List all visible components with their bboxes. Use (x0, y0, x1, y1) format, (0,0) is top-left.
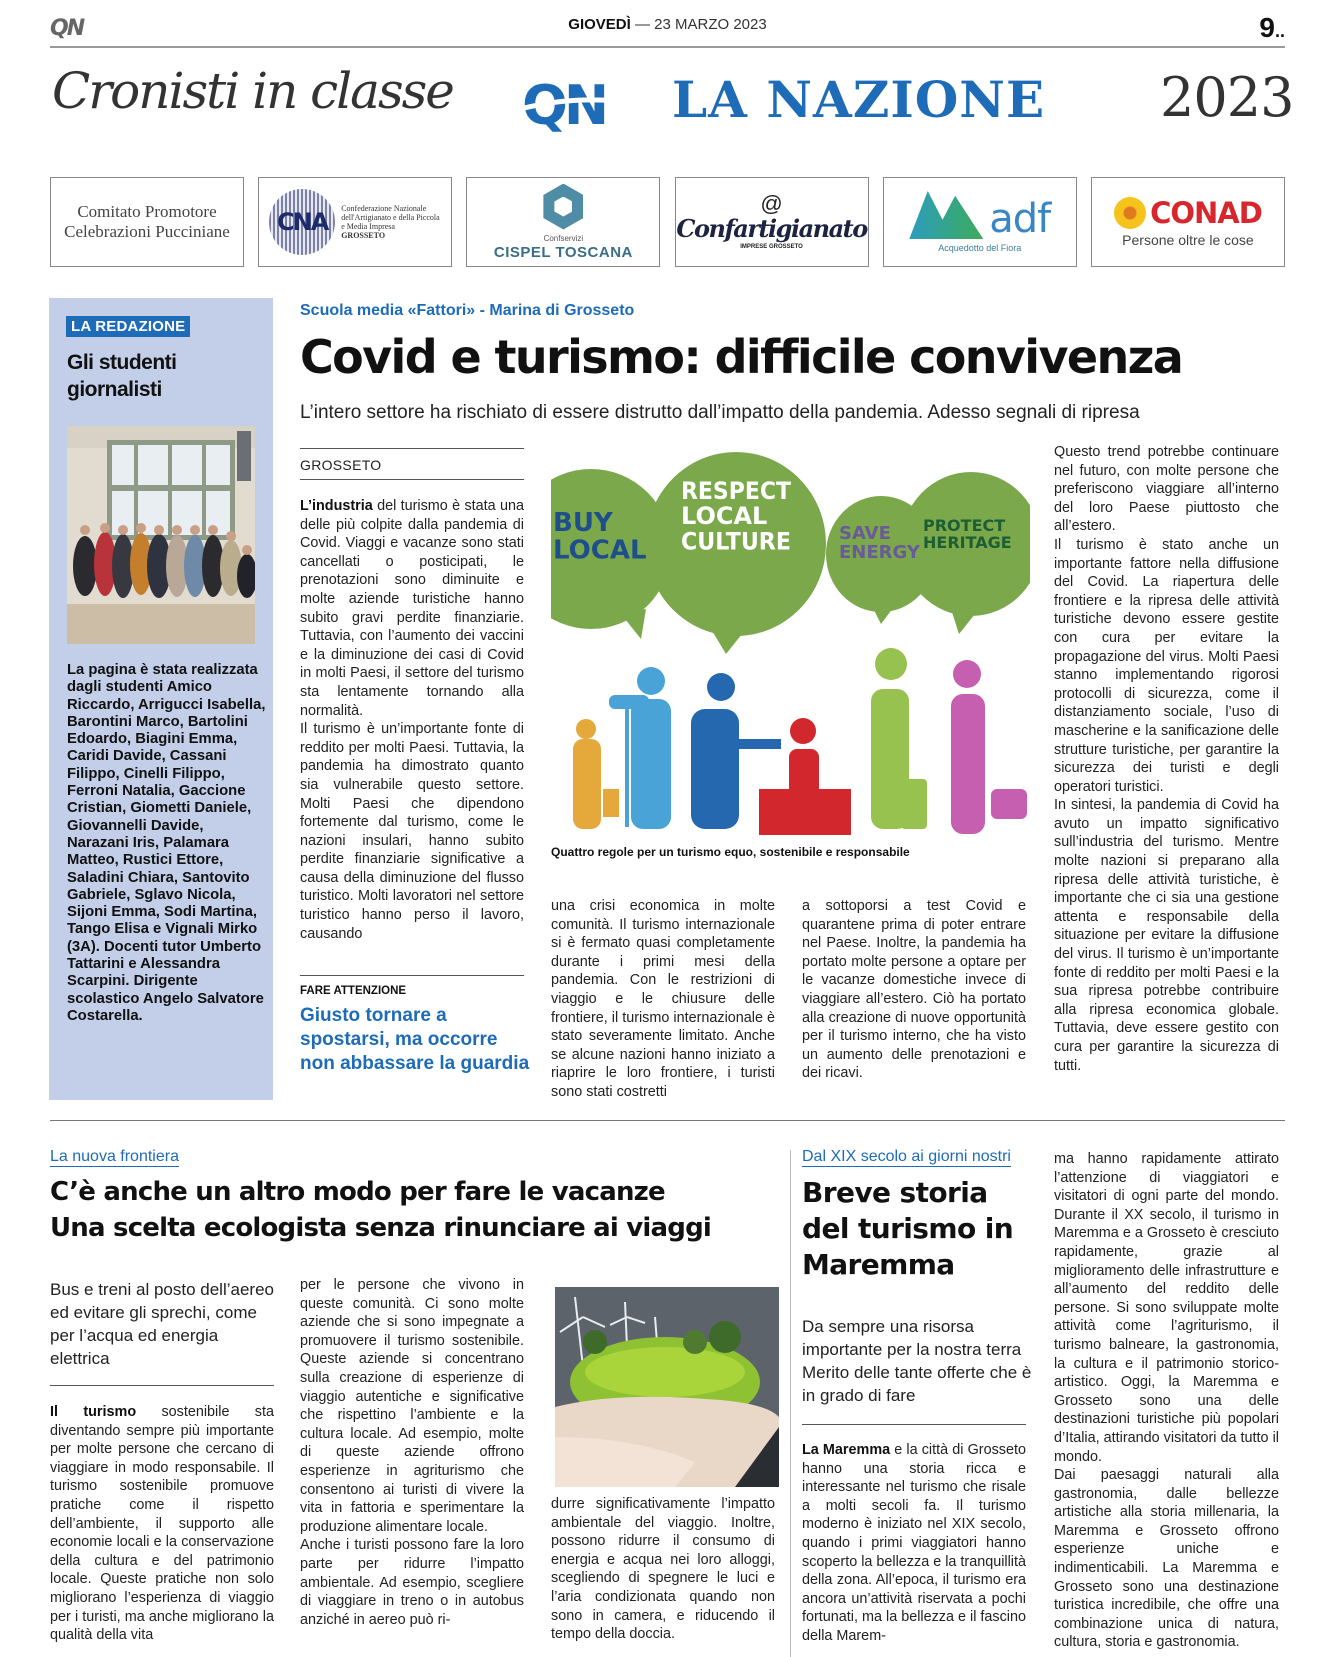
column-text: del turismo è stata una delle più colpite dalla pandemia di Covid. Viaggi e vacanze sono stati cancellati o posticipati, le prenotazioni sono diminuite e molte aziende turistiche hanno subito gravi perdite finanziarie. Tuttavia, con l’aumento dei vaccini e la diminuzione dei casi di Covid in molti Paesi, il settore del turismo sta lentamente tornando alla normalità. Il turismo è un’importante fonte di reddito per molti Paesi. Tuttavia, la pandemia ha dimostrato quanto sia vulnerabile questo settore. Molti Paesi che dipendono fortemente dal turismo, come le nazioni insulari, hanno subito perdite finanziarie significative a causa della diminuzione del flusso turistico. Molti lavoratori nel settore turistico hanno perso il lavoro, causando (300, 498, 524, 942)
section-title: Cronisti in classe (52, 62, 453, 120)
sponsor-confartigianato (675, 177, 869, 267)
photo-green-earth-in-hand (555, 1287, 779, 1487)
lead-bold: L’industria (300, 498, 373, 514)
article-column: durre significativamente l’impatto ambientale del viaggio. Inoltre, possono ridurre il consumo di energia e acqua nei loro alloggi, scegliendo di spegnere le luci e l’aria condizionata quando non sono in camera, e riducendo il tempo della doccia. (551, 1496, 775, 1643)
bubble-text: BUY LOCAL (553, 508, 647, 566)
section-divider (50, 1120, 1285, 1121)
article-column: per le persone che vivono in queste comunità. Ci sono molte aziende che si sono impegnate a promuovere il turismo sostenibile. Queste aziende si concentrano sulla creazione di esperienze di viaggio autentiche e significative che rispettino l’ambiente e la cultura locale. Ad esempio, molte di queste aziende offrono esperienze in agriturismo che consentono ai turisti di vivere la vita in fattoria e sperimentare la produzione alimentare locale. Anche i turisti possono fare la loro parte per ridurre l’impatto ambientale. Ad esempio, scegliere di viaggiare in treno o in autobus anziché in aereo può ri- (300, 1277, 524, 1628)
sponsor-adf (883, 177, 1077, 267)
article-column: Questo trend potrebbe continuare nel futuro, con molte persone che preferiscono viaggiare all’interno del loro Paese piuttosto che all’estero. Il turismo è stato anche un importante fattore nella diffusione del Covid. La riapertura delle frontiere e la ripresa delle attività turistiche devono essere gestite con cura per evitare la propagazione del virus. Molti Paesi stanno implementando rigorosi protocolli di sicurezza, come il distanziamento sociale, l’uso di mascherine e la sanificazione delle strutture turistiche, per garantire la sicurezza dei turisti e degli operatori turistici. In sintesi, la pandemia di Covid ha avuto un impatto significativo sull’industria del turismo. Mentre molte nazioni si preparano alla ripresa delle attività turistiche, è importante che ci sia una gestione attenta e responsabile della situazione per evitare la diffusione del virus. Il turismo è un’importante fonte di reddito per molti Paesi e la sua ripresa potrebbe contribuire alla ripresa economica globale. Tuttavia, deve essere gestito con cura per garantire la sicurezza di tutti. (1054, 444, 1279, 1074)
article-headline (50, 1174, 780, 1246)
article-headline: Covid e turismo: difficile convivenza (300, 330, 1183, 384)
sponsor-cna (258, 177, 452, 267)
article-column (50, 1403, 274, 1657)
qn-logo (522, 74, 644, 134)
sponsor-conad (1091, 177, 1285, 267)
article-column (300, 497, 524, 969)
sponsor-name: Confartigianato (676, 214, 867, 243)
masthead-year: 2023 (1160, 66, 1294, 129)
article-column: una crisi economica in molte comunità. Il turismo internazionale si è fermato quasi completamente durante i primi mesi della pandemia. Con le restrizioni di viaggio e le chiusure delle frontiere, il turismo internazionale è stato severamente limitato. Anche se alcune nazioni hanno iniziato a riaprire le loro frontiere, i turisti sono stati costretti (551, 898, 775, 1100)
cispel-hexagon-icon (543, 184, 583, 230)
article-kicker: Dal XIX secolo ai giorni nostri (802, 1148, 1011, 1165)
credits-text: La pagina è stata realizzata dagli studenti Amico Riccardo, Arrigucci Isabella, Barontini Marco, Bartolini Edoardo, Biagini Emma, Caridi Davide, Cassani Filippo, Cinelli Filippo, Ferroni Natalia, Gaccione Cristian, Giometti Daniele, Giovannelli Davide, Narazani Iris, Palamara Matteo, Rustici Ettore, Saladini Chiara, Santovito Gabriele, Sglavo Nicola, Sijoni Emma, Sodi Martina, Tango Elisa e Vignali Mirko (3A). Docenti tutor Umberto Tattarini e Alessandra Scarpini. Dirigente scolastico Angelo Salvatore Costarella. (67, 662, 266, 1024)
sponsor-text: Acquedotto del Fiora (938, 243, 1022, 253)
column-text: e la città di Grosseto hanno una storia ricca e interessante nel turismo che risale a molti secoli fa. Il turismo moderno è iniziato nel XIX secolo, quando i primi viaggiatori hanno scoperto la bellezza e la tranquillità della zona. All’epoca, il turismo era ancora un’attività riservata a pochi fortunati, ma la bellezza e il fascino della Marem- (802, 1442, 1026, 1644)
divider (802, 1424, 1026, 1425)
sponsor-name: CONAD (1150, 196, 1262, 230)
article-column: a sottoporsi a test Covid e quarantene prima di poter entrare nel Paese. Inoltre, la pandemia ha portato molte persone a optare per le vacanze domestiche invece di viaggiare all’estero. Ciò ha portato alla creazione di nuove opportunità per il turismo interno, che ha visto un aumento delle prenotazioni e dei ricavi. (802, 898, 1026, 1082)
weekday: GIOVEDÌ (568, 16, 631, 33)
article-subheadline: L’intero settore ha rischiato di essere distrutto dall’impatto della pandemia. Adesso segnali di ripresa (300, 402, 1140, 423)
sponsor-name: CISPEL TOSCANA (493, 243, 633, 261)
at-sign-icon: @ (760, 191, 783, 216)
dateline-place: GROSSETO (300, 457, 382, 473)
headline-line: C’è anche un altro modo per fare le vacanze (50, 1177, 665, 1207)
sponsor-text: IMPRESE GROSSETO (740, 244, 803, 250)
sponsor-text: Confservizi (543, 233, 584, 243)
box-label: FARE ATTENZIONE (300, 985, 407, 997)
article-subheadline: Bus e treni al posto dell’aereo ed evitare gli sprechi, come per l’acqua ed energia elettrica (50, 1280, 274, 1368)
column-text: sostenibile sta diventando sempre più importante per molte persone che cercano di viaggiare in modo responsabile. Il turismo sostenibile promuove pratiche come il rispetto dell’ambiente, il supporto alle economie locali e la conservazione della cultura e del patrimonio locale. Queste pratiche non solo migliorano l’esperienza di viaggio per i turisti, ma anche migliorano la qualità della vita (50, 1404, 274, 1644)
date: — 23 MARZO 2023 (634, 16, 767, 33)
bubble-text: RESPECT LOCAL CULTURE (681, 477, 792, 556)
newspaper-name: LA NAZIONE (672, 70, 1046, 129)
article-column (802, 1441, 1026, 1657)
divider (50, 1385, 274, 1386)
sponsor-text: Celebrazioni Pucciniane (64, 222, 230, 241)
sponsor-text: GROSSETO (341, 231, 386, 240)
sponsor-text: Confederazione Nazionale dell'Artigianato e della Piccola e Media Impresa (341, 204, 440, 231)
sponsor-cispel (466, 177, 660, 267)
bubble-text: PROTECT HERITAGE (923, 516, 1012, 552)
lead-bold: La Maremma (802, 1442, 891, 1458)
class-photo (67, 426, 255, 644)
divider (300, 448, 524, 449)
sponsor-comitato-pucciniano (50, 177, 244, 267)
figure-caption: Quattro regole per un turismo equo, sostenibile e responsabile (551, 845, 910, 859)
bubble-text: SAVE ENERGY (839, 523, 920, 563)
cna-logo-mark: CNA (269, 189, 335, 255)
sidebar-redazione (49, 298, 273, 1100)
dateline (350, 16, 985, 33)
flower-icon (1114, 197, 1146, 229)
qn-logo-text: QN (522, 74, 606, 134)
page-marks: .. (1274, 21, 1285, 41)
box-title: Giusto tornare a spostarsi, ma occorre non abbassare la guardia (300, 1005, 530, 1074)
sponsor-name: adf (989, 196, 1051, 242)
sponsor-text: Comitato Promotore (77, 202, 217, 221)
mountain-icon (909, 191, 983, 239)
sponsor-text: Persone oltre le cose (1122, 232, 1254, 248)
sidebar-title: Gli studenti giornalisti (67, 351, 177, 401)
lead-bold: Il turismo (50, 1404, 137, 1420)
article-headline: Breve storia del turismo in Maremma (802, 1176, 1014, 1281)
page-header (50, 12, 1285, 48)
article-column: ma hanno rapidamente attirato l’attenzione di viaggiatori e visitatori di ogni parte del mondo. Durante il XX secolo, il turismo in Maremma e a Grosseto è cresciuto rapidamente, grazie al miglioramento delle infrastrutture e all’aumento del reddito delle persone. Si sono sviluppate molte attività come l’agriturismo, il turismo balneare, la gastronomia, la cultura e il patrimonio storico-artistico. Oggi, la Maremma e Grosseto sono una delle destinazioni turistiche più popolari d’Italia, attirando visitatori da tutto il mondo. Dai paesaggi naturali alla gastronomia, dalle bellezze artistiche alla storia millenaria, la Maremma e Grosseto offrono esperienze uniche e indimenticabili. La Maremma e Grosseto sono una destinazione turistica incredibile, che offre una combinazione unica di natura, cultura, storia e gastronomia. (1054, 1151, 1279, 1651)
page-number-value: 9 (1259, 12, 1275, 43)
divider (300, 975, 524, 976)
sponsor-strip (50, 177, 1285, 267)
qn-small-logo: QN (50, 16, 84, 41)
article-subheadline: Da sempre una risorsa importante per la nostra terra Merito delle tante offerte che è in grado di fare (802, 1317, 1032, 1405)
article-kicker: Scuola media «Fattori» - Marina di Grosseto (300, 302, 635, 319)
column-divider (790, 1150, 791, 1657)
illustration-sustainable-tourism (551, 449, 1030, 835)
headline-line: Una scelta ecologista senza rinunciare ai viaggi (50, 1213, 712, 1243)
section-badge: LA REDAZIONE (66, 316, 190, 337)
page-number (1259, 12, 1285, 44)
article-kicker: La nuova frontiera (50, 1148, 179, 1165)
divider (300, 479, 524, 480)
